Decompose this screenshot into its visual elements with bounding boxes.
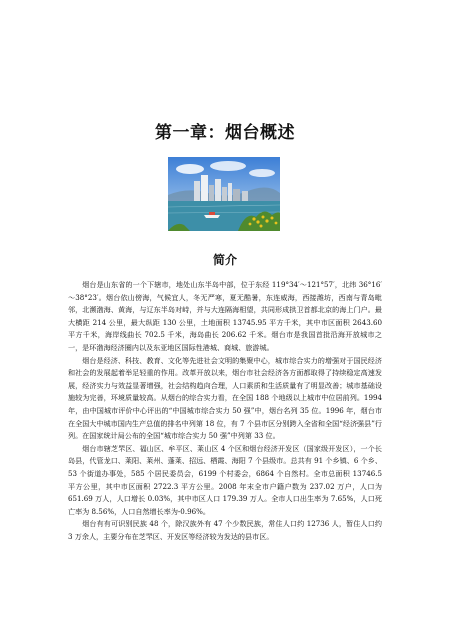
city-photo xyxy=(168,157,280,231)
paragraph: 烟台市辖芝罘区、福山区、牟平区、莱山区 4 个区和烟台经济开发区（国家级开发区），一个长岛县，代管龙口、莱阳、莱州、蓬莱、招远、栖霞、海阳 7 个县级市。总共有 91 个乡镇、6 个乡、53 个街道办事处，585 个居民委员会，6199 个村委会，6864 个自然村。全市总面积 13746.5 平方公里，其中市区面积 2722.3 平方公里。2008 年末全市户籍户数为 237.02 万户，人口为 651.69 万人，人口增长 0.03%，其中市区人口 179.39 万人。全市人口出生率为 7.65%，人口死亡率为 8.56%，人口自然增长率为-0.96%。 xyxy=(68,443,382,516)
paragraph: 烟台有有可识别民族 48 个，除汉族外有 47 个少数民族，常住人口约 12736 人，暂住人口约 3 万余人，主要分布在芝罘区、开发区等经济较为发达的县市区。 xyxy=(68,519,382,541)
paragraph: 烟台是经济、科技、教育、文化等先进社会文明的集聚中心，城市综合实力的增强对于国民经济和社会的发展起着举足轻重的作用。改革开放以来，烟台市社会经济各方面都取得了持续稳定高速发展，经济实力与效益显著增强，社会结构趋向合理，人口素质和生活质量有了明显改善；城市基础设施较为完善，环境质量较高。从烟台的综合实力看，在全国 188 个地级以上城市中位居前列。1994 年，由中国城市评价中心评出的“中国城市综合实力 50 强”中，烟台名列 35 位。1996 年，烟台市在全国大中城市国内生产总值的排名中列第 18 位，有 7 个县市区分别跨入全省和全国“经济强县”行列。在国家统计局公布的全国“城市综合实力 50 强”中列第 33 位。 xyxy=(68,355,382,441)
city-skyline-image xyxy=(168,157,280,231)
paragraph: 烟台是山东省的一个下辖市，地处山东半岛中部，位于东经 119°34′～121°57′，北纬 36°16′～38°23′。烟台依山傍海，气候宜人，冬无严寒，夏无酷暑，东连威海，西接潍坊，西南与青岛毗邻，北濒渤海、黄海，与辽东半岛对峙，并与大连隔海相望，共同形成拱卫首都北京的海上门户。最大横距 214 公里，最大纵距 130 公里，土地面积 13745.95 平方千米，其中市区面积 2643.60 平方千米，海岸线曲长 702.5 千米，海岛曲长 206.62 千米。烟台市是我国首批沿海开放城市之一，是环渤海经济圈内以及东亚地区国际性港城、商城、旅游城。 xyxy=(68,280,382,352)
body-text xyxy=(68,279,382,543)
section-title: 简介 xyxy=(212,253,237,267)
chapter-title: 第一章：烟台概述 xyxy=(155,123,295,143)
